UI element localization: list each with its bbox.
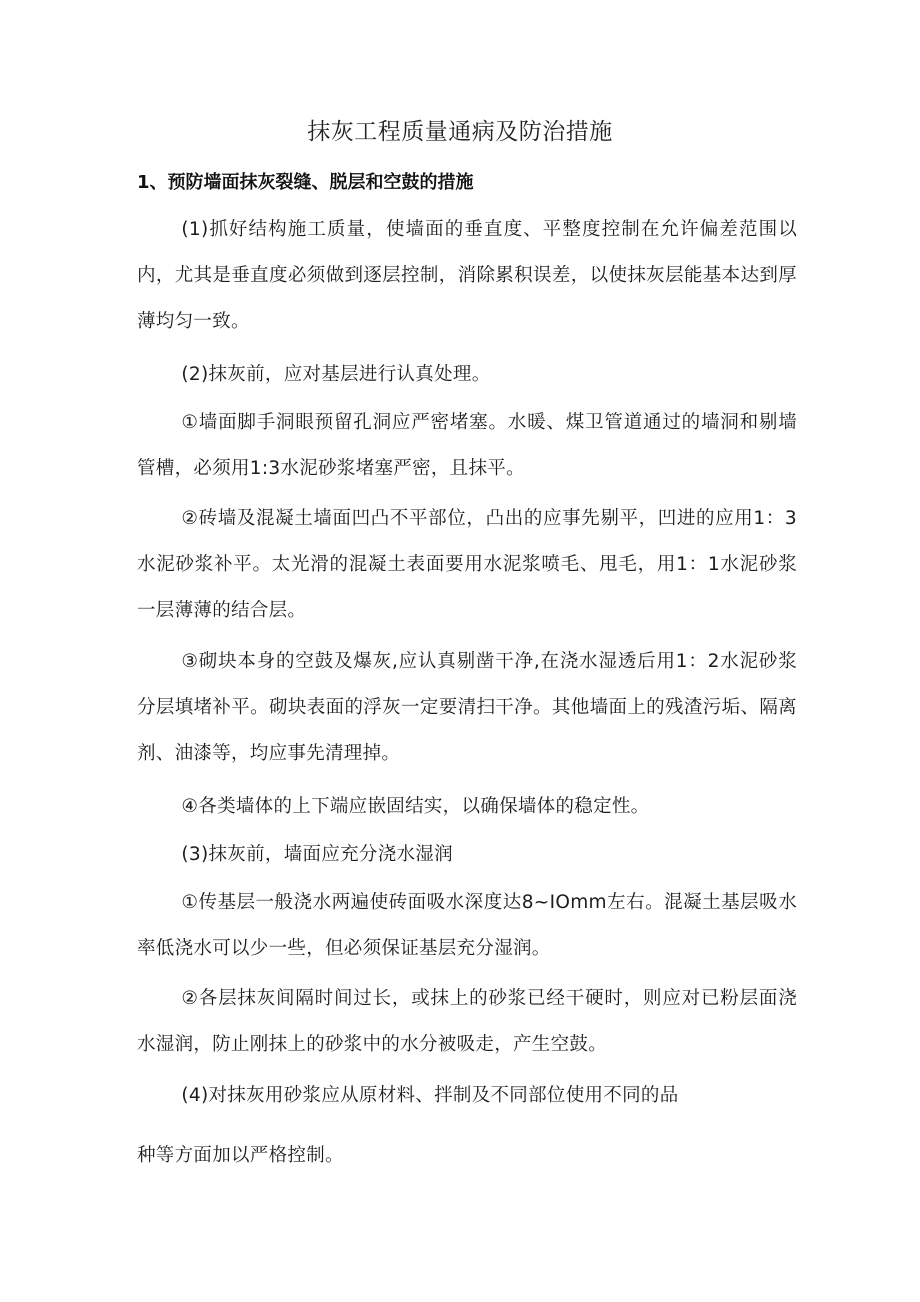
paragraph: (3)抹灰前，墙面应充分浇水湿润 — [181, 844, 453, 865]
document-title: 抹灰工程质量通病及防治措施 — [307, 119, 613, 145]
section-heading: 1、预防墙面抹灰裂缝、脱层和空鼓的措施 — [137, 172, 474, 193]
paragraph: ②砖墙及混凝土墙面凹凸不平部位，凸出的应事先剔平，凹进的应用1：3水泥砂浆补平。太光滑的混凝土表面要用水泥浆喷毛、甩毛，用1：1水泥砂浆一层薄薄的结合层。 — [137, 508, 797, 621]
paragraph: ②各层抹灰间隔时间过长，或抹上的砂浆已经干硬时，则应对已粉层面浇水湿润，防止刚抹上的砂浆中的水分被吸走，产生空鼓。 — [137, 988, 797, 1055]
paragraph: (2)抹灰前，应对基层进行认真处理。 — [181, 364, 491, 385]
paragraph: ①墙面脚手洞眼预留孔洞应严密堵塞。水暖、煤卫管道通过的墙洞和剔墙管槽，必须用1:3水泥砂浆堵塞严密，且抹平。 — [137, 412, 797, 479]
paragraph: (1)抓好结构施工质量，使墙面的垂直度、平整度控制在允许偏差范围以内，尤其是垂直度必须做到逐层控制，消除累积误差，以使抹灰层能基本达到厚薄均匀一致。 — [137, 219, 797, 332]
paragraph: ①传基层一般浇水两遍使砖面吸水深度达8~IOmm左右。混凝土基层吸水率低浇水可以少一些，但必须保证基层充分湿润。 — [137, 892, 797, 959]
paragraph: (4)对抹灰用砂浆应从原材料、拌制及不同部位使用不同的品 — [181, 1085, 679, 1106]
paragraph: ④各类墙体的上下端应嵌固结实，以确保墙体的稳定性。 — [181, 796, 650, 817]
paragraph-continuation: 种等方面加以严格控制。 — [137, 1145, 344, 1166]
paragraph: ③砌块本身的空鼓及爆灰,应认真剔凿干净,在浇水湿透后用1：2水泥砂浆分层填堵补平。砌块表面的浮灰一定要清扫干净。其他墙面上的残渣污垢、隔离剂、油漆等，均应事先清理掉。 — [137, 651, 797, 764]
